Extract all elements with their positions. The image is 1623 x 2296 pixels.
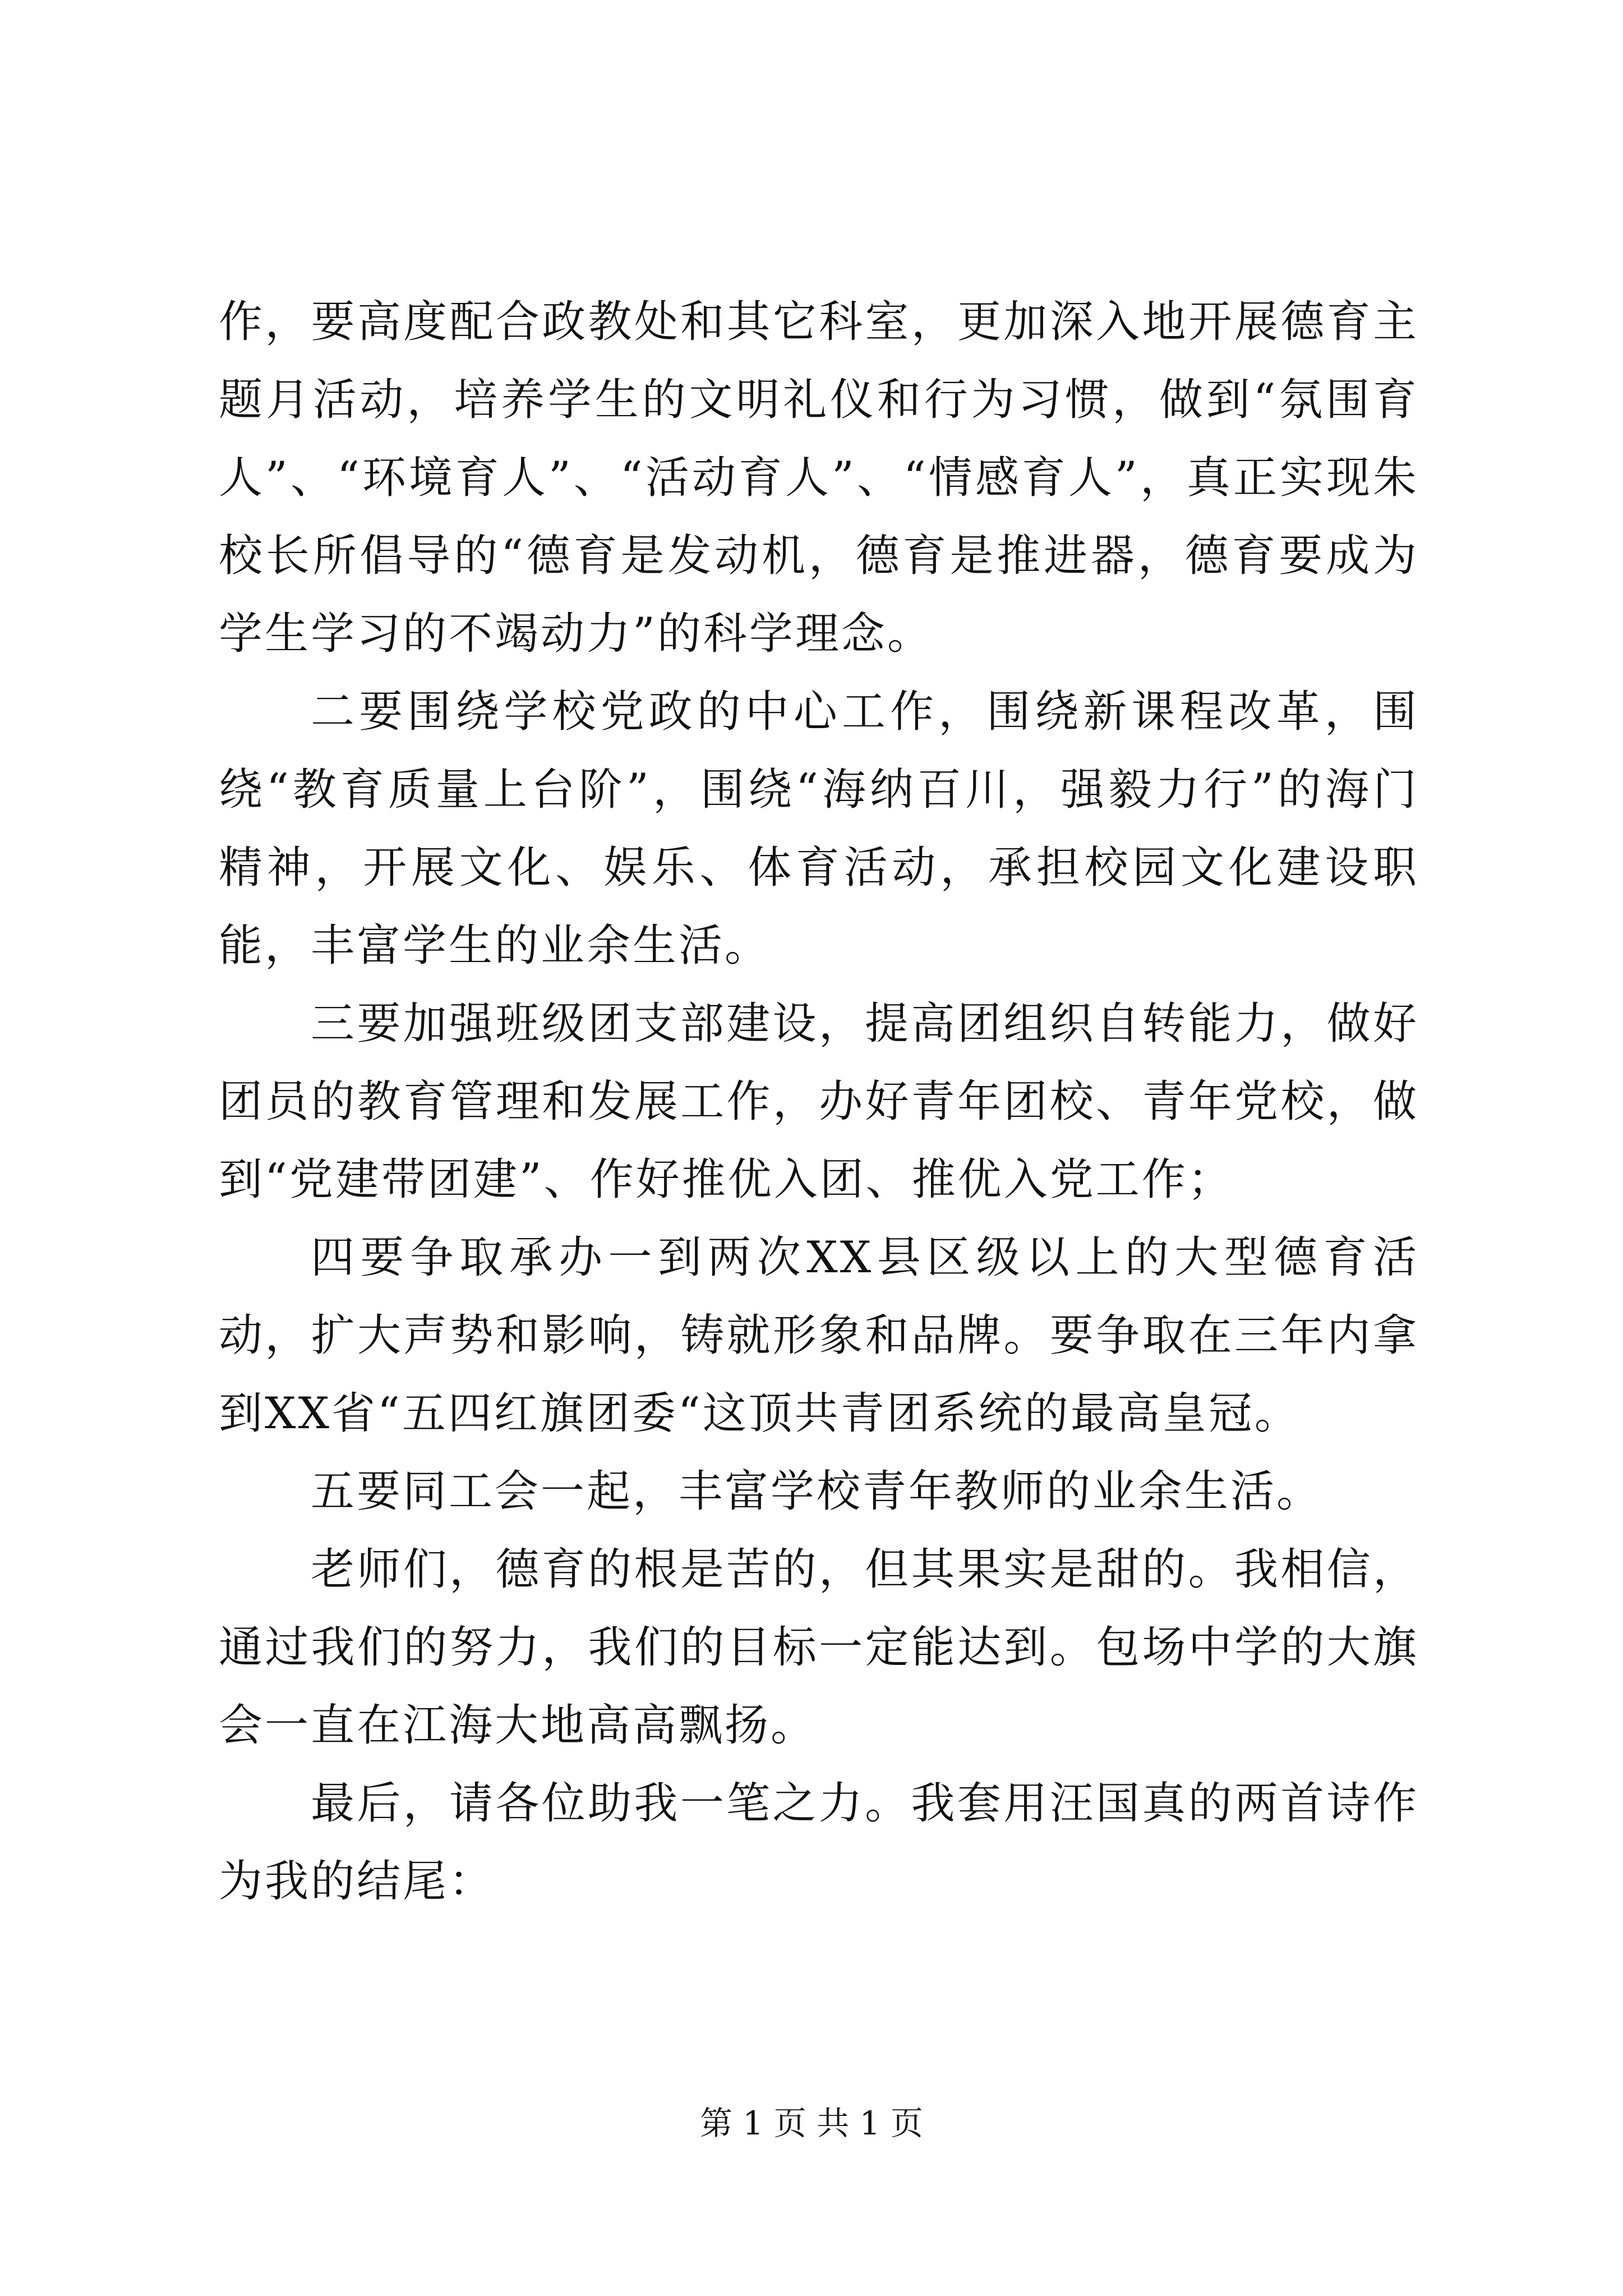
document-body [219, 283, 1419, 1921]
paragraph-5: 五要同工会一起，丰富学校青年教师的业余生活。 [311, 1466, 1323, 1517]
paragraph-2: 二要围绕学校党政的中心工作，围绕新课程改革，围绕“教育质量上台阶”，围绕“海纳百川，强毅力行”的海门精神，开展文化、娱乐、体育活动，承担校园文化建设职能，丰富学生的业余生活。 [219, 687, 1419, 971]
paragraph-6: 老师们，德育的根是苦的，但其果实是甜的。我相信，通过我们的努力，我们的目标一定能达到。包场中学的大旗会一直在江海大地高高飘扬。 [219, 1544, 1419, 1751]
paragraph-1: 作，要高度配合政教处和其它科室，更加深入地开展德育主题月活动，培养学生的文明礼仪和行为习惯，做到“氛围育人”、“环境育人”、“活动育人”、“情感育人”，真正实现朱校长所倡导的“德育是发动机，德育是推进器，德育要成为学生学习的不竭动力”的科学理念。 [219, 297, 1419, 659]
paragraph-4: 四要争取承办一到两次XX县区级以上的大型德育活动，扩大声势和影响，铸就形象和品牌。要争取在三年内拿到XX省“五四红旗团委“这顶共青团系统的最高皇冠。 [219, 1232, 1419, 1439]
paragraph-3: 三要加强班级团支部建设，提高团组织自转能力，做好团员的教育管理和发展工作，办好青年团校、青年党校，做到“党建带团建”、作好推优入团、推优入党工作； [219, 999, 1419, 1205]
page-footer: 第 1 页 共 1 页 [700, 2104, 923, 2142]
paragraph-7: 最后，请各位助我一笔之力。我套用汪国真的两首诗作为我的结尾： [219, 1778, 1419, 1907]
